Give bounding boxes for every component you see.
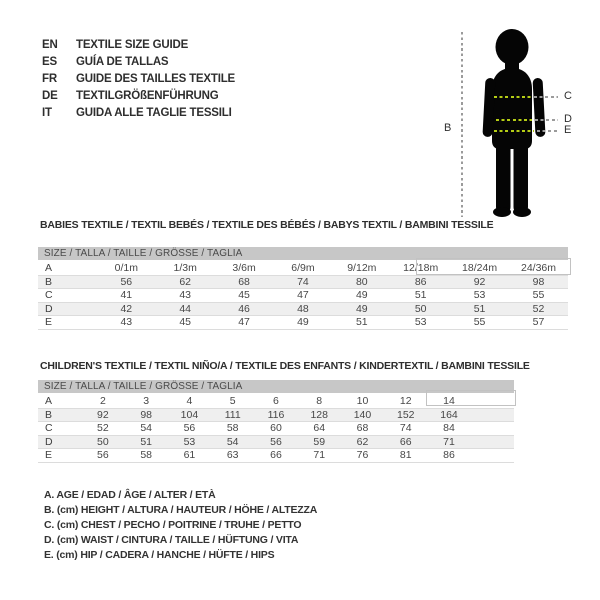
size-row-C bbox=[38, 422, 514, 436]
babies-section-title: BABIES TEXTILE / TEXTIL BEBÉS / TEXTILE DES BÉBÉS / BABYS TEXTIL / BAMBINI TESSILE bbox=[40, 219, 494, 231]
size-row-E bbox=[38, 316, 568, 330]
size-row-B bbox=[38, 408, 514, 422]
chest-guide-line bbox=[534, 96, 558, 98]
row-label: B bbox=[45, 408, 53, 421]
size-cell: 54 bbox=[140, 422, 152, 434]
size-cell: 111 bbox=[224, 408, 241, 421]
size-cell: 53 bbox=[414, 316, 427, 328]
child-silhouette-icon bbox=[482, 28, 546, 220]
size-cell: 152 bbox=[396, 408, 415, 421]
size-cell: 50 bbox=[97, 435, 109, 448]
size-cell: 51 bbox=[140, 435, 152, 448]
size-cell: 80 bbox=[355, 275, 368, 288]
row-label: C bbox=[45, 289, 53, 301]
hip-guide-line bbox=[537, 130, 558, 132]
row-label: E bbox=[45, 449, 53, 461]
size-cell: 49 bbox=[297, 316, 309, 328]
size-cell: 92 bbox=[473, 275, 486, 288]
size-cell: 2 bbox=[99, 395, 106, 407]
size-cell: 56 bbox=[183, 422, 196, 434]
size-header-label: SIZE / TALLA / TAILLE / GRÖSSE / TAGLIA bbox=[38, 247, 568, 261]
size-cell: 12/18m bbox=[403, 262, 439, 274]
row-label: D bbox=[45, 302, 53, 315]
size-cell: 0/1m bbox=[114, 262, 138, 274]
size-row-E bbox=[38, 449, 514, 463]
size-cell: 128 bbox=[310, 408, 328, 421]
lang-code: FR bbox=[42, 73, 57, 85]
lang-row-fr bbox=[42, 69, 235, 86]
size-cell: 71 bbox=[443, 435, 455, 448]
lang-title: TEXTILE SIZE GUIDE bbox=[76, 39, 189, 51]
lang-code: ES bbox=[42, 56, 57, 68]
filler-cell bbox=[471, 422, 514, 436]
size-cell: 98 bbox=[140, 408, 152, 421]
children-section-title: CHILDREN'S TEXTILE / TEXTIL NIÑO/A / TEXTILE DES ENFANTS / KINDERTEXTIL / BAMBINI TESSILE bbox=[40, 360, 530, 372]
size-cell: 55 bbox=[473, 316, 486, 328]
row-label: A bbox=[45, 395, 53, 407]
size-cell: 62 bbox=[356, 435, 369, 448]
size-cell: 6/9m bbox=[291, 262, 315, 274]
waist-guide-line bbox=[535, 119, 558, 121]
chest-measure-line bbox=[494, 96, 531, 98]
size-cell: 140 bbox=[353, 408, 372, 421]
size-cell: 56 bbox=[120, 275, 133, 288]
language-title-list bbox=[42, 35, 235, 120]
lang-title: TEXTILGRÖßENFÜHRUNG bbox=[76, 90, 219, 102]
lang-title: GUÍA DE TALLAS bbox=[76, 56, 169, 68]
hip-label: E bbox=[564, 124, 572, 136]
size-cell: 60 bbox=[270, 422, 282, 434]
size-cell: 86 bbox=[443, 449, 455, 461]
legend-row-hip: E. (cm) HIP / CADERA / HANCHE / HÜFTE / HIPS bbox=[44, 549, 275, 561]
size-cell: 51 bbox=[414, 289, 427, 301]
size-cell: 41 bbox=[120, 289, 133, 301]
chest-label: C bbox=[564, 90, 572, 102]
size-cell: 46 bbox=[238, 302, 250, 315]
size-row-C bbox=[38, 289, 568, 303]
size-cell: 56 bbox=[97, 449, 109, 461]
size-cell: 18/24m bbox=[462, 262, 498, 274]
size-cell: 63 bbox=[226, 449, 239, 461]
size-row-B bbox=[38, 275, 568, 289]
height-measure-line bbox=[461, 32, 463, 217]
lang-code: IT bbox=[42, 107, 52, 119]
row-label: B bbox=[45, 275, 53, 288]
size-cell: 51 bbox=[355, 316, 368, 328]
size-cell: 76 bbox=[356, 449, 369, 461]
size-cell: 58 bbox=[226, 422, 239, 434]
size-cell: 44 bbox=[179, 302, 192, 315]
size-cell: 68 bbox=[238, 275, 250, 288]
row-label: D bbox=[45, 435, 53, 448]
size-cell: 3/6m bbox=[232, 262, 256, 274]
size-cell: 86 bbox=[414, 275, 427, 288]
filler-cell bbox=[471, 408, 514, 422]
highlight-box-babies bbox=[416, 258, 571, 275]
size-row-D bbox=[38, 435, 514, 449]
lang-title: GUIDE DES TAILLES TEXTILE bbox=[76, 73, 235, 85]
size-header-label: SIZE / TALLA / TAILLE / GRÖSSE / TAGLIA bbox=[38, 380, 514, 394]
size-cell: 61 bbox=[183, 449, 196, 461]
size-cell: 14 bbox=[443, 395, 455, 407]
lang-row-en bbox=[42, 35, 235, 52]
size-cell: 51 bbox=[473, 302, 486, 315]
size-cell: 9/12m bbox=[347, 262, 377, 274]
legend-row-waist: D. (cm) WAIST / CINTURA / TAILLE / HÜFTUNG / VITA bbox=[44, 534, 299, 546]
size-cell: 3 bbox=[143, 395, 150, 407]
lang-row-es bbox=[42, 52, 235, 69]
size-cell: 62 bbox=[179, 275, 192, 288]
size-cell: 52 bbox=[97, 422, 109, 434]
size-cell: 71 bbox=[313, 449, 326, 461]
size-cell: 56 bbox=[270, 435, 282, 448]
highlight-box-children bbox=[426, 390, 516, 406]
size-cell: 53 bbox=[183, 435, 196, 448]
height-label: B bbox=[444, 122, 452, 134]
legend-row-chest: C. (cm) CHEST / PECHO / POITRINE / TRUHE / PETTO bbox=[44, 519, 302, 531]
size-cell: 6 bbox=[273, 395, 279, 407]
size-cell: 43 bbox=[120, 316, 133, 328]
lang-row-it bbox=[42, 103, 235, 120]
size-cell: 54 bbox=[226, 435, 239, 448]
lang-title: GUIDA ALLE TAGLIE TESSILI bbox=[76, 107, 232, 119]
hip-measure-line bbox=[494, 130, 534, 132]
measurement-legend bbox=[44, 488, 317, 563]
size-cell: 42 bbox=[120, 302, 133, 315]
size-cell: 4 bbox=[186, 395, 193, 407]
size-cell: 92 bbox=[97, 408, 109, 421]
size-cell: 8 bbox=[316, 395, 323, 407]
size-cell: 84 bbox=[443, 422, 455, 434]
legend-row-age: A. AGE / EDAD / ÂGE / ALTER / ETÀ bbox=[44, 489, 216, 501]
waist-label: D bbox=[564, 113, 572, 125]
size-cell: 12 bbox=[399, 395, 412, 407]
row-label: A bbox=[45, 262, 53, 274]
lang-code: DE bbox=[42, 90, 58, 102]
size-cell: 47 bbox=[297, 289, 309, 301]
size-cell: 43 bbox=[179, 289, 192, 301]
size-cell: 45 bbox=[238, 289, 250, 301]
size-cell: 58 bbox=[140, 449, 152, 461]
size-cell: 50 bbox=[414, 302, 427, 315]
size-cell: 81 bbox=[399, 449, 412, 461]
size-cell: 59 bbox=[313, 435, 326, 448]
lang-code: EN bbox=[42, 39, 58, 51]
size-cell: 116 bbox=[267, 408, 285, 421]
legend-row-height: B. (cm) HEIGHT / ALTURA / HAUTEUR / HÖHE / ALTEZZA bbox=[44, 504, 318, 516]
size-cell: 48 bbox=[297, 302, 309, 315]
row-label: C bbox=[45, 422, 53, 434]
size-cell: 66 bbox=[270, 449, 282, 461]
size-cell: 55 bbox=[532, 289, 545, 301]
filler-cell bbox=[471, 449, 514, 463]
size-cell: 104 bbox=[180, 408, 199, 421]
size-cell: 24/36m bbox=[520, 262, 557, 274]
size-cell: 98 bbox=[532, 275, 545, 288]
size-cell: 49 bbox=[355, 302, 368, 315]
size-cell: 5 bbox=[229, 395, 236, 407]
size-cell: 68 bbox=[356, 422, 369, 434]
size-cell: 164 bbox=[440, 408, 458, 421]
size-cell: 49 bbox=[355, 289, 368, 301]
size-cell: 74 bbox=[399, 422, 412, 434]
waist-measure-line bbox=[496, 119, 532, 121]
size-cell: 45 bbox=[179, 316, 192, 328]
size-row-D bbox=[38, 302, 568, 316]
size-cell: 10 bbox=[356, 395, 369, 407]
filler-cell bbox=[471, 435, 514, 449]
size-cell: 66 bbox=[399, 435, 412, 448]
lang-row-de bbox=[42, 86, 235, 103]
size-cell: 47 bbox=[238, 316, 250, 328]
size-cell: 52 bbox=[532, 302, 545, 315]
size-cell: 64 bbox=[313, 422, 326, 434]
size-cell: 1/3m bbox=[173, 262, 197, 274]
size-cell: 57 bbox=[532, 316, 545, 328]
size-cell: 53 bbox=[473, 289, 486, 301]
row-label: E bbox=[45, 316, 53, 328]
size-cell: 74 bbox=[297, 275, 309, 288]
